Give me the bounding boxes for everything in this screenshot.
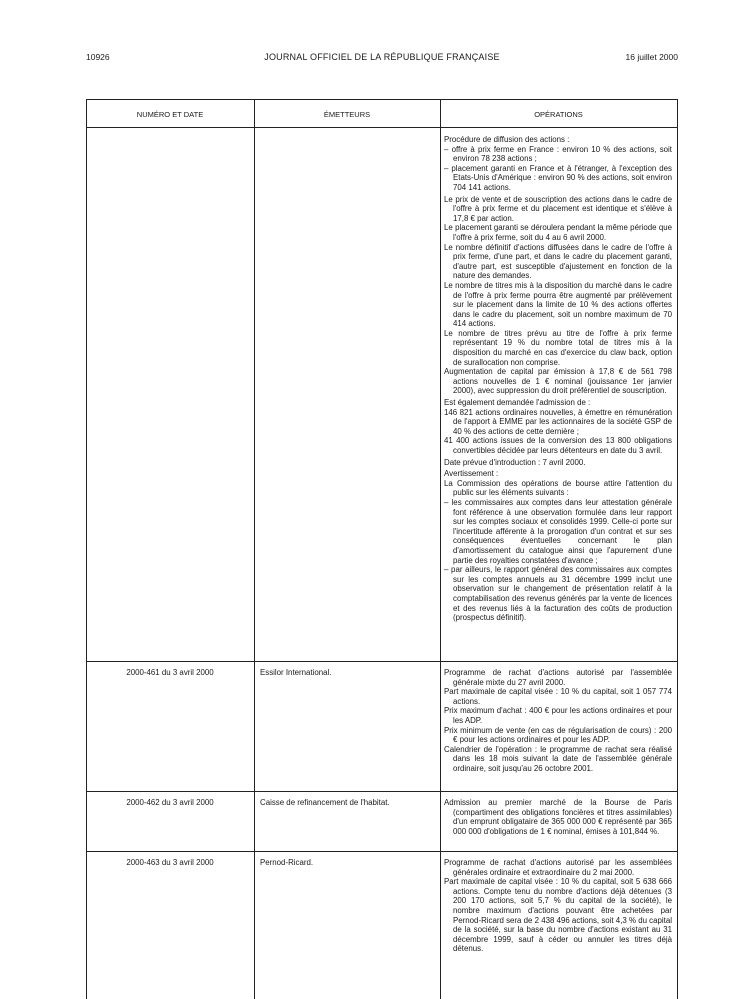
operation-paragraph: 41 400 actions issues de la conversion des 13 800 obligations convertibles décidée par leurs détenteurs en date du 3 avril. <box>444 436 672 455</box>
operation-paragraph: Prix minimum de vente (en cas de régularisation de cours) : 200 € pour les actions ordinaires et pour les ADP. <box>444 725 672 745</box>
row-issuer-pernod: Pernod-Ricard. <box>260 858 314 867</box>
table-right-border <box>677 99 678 999</box>
operation-paragraph: Part maximale de capital visée : 10 % du capital, soit 5 638 666 actions. Compte tenu du nombre d'actions déjà détenues (3 200 170 actions, soit 5,7 % du capital de la société), le nombre maximum d'actions pouvant être achetées par Pernod-Ricard sera de 2 438 496 actions, soit 4,3 % du capital de la société, sur la base du nombre d'actions existant au 31 décembre 1999, sauf à céder ou annuler les titres déjà détenus. <box>444 877 672 954</box>
row-separator-2 <box>86 791 678 792</box>
operation-paragraph: Programme de rachat d'actions autorisé par les assemblées générales ordinaire et extraordinaire du 2 mai 2000. <box>444 858 672 877</box>
column-divider-1 <box>254 99 255 999</box>
row-number-2000-462: 2000-462 du 3 avril 2000 <box>126 798 214 807</box>
row-number-2000-463: 2000-463 du 3 avril 2000 <box>126 858 214 867</box>
operation-paragraph: Le nombre de titres prévu au titre de l'offre à prix ferme représentant 19 % du nombre total de titres mis à la disposition du marché en cas d'exercice du claw back, option de surallocation non comprise. <box>444 328 672 367</box>
operation-paragraph: – placement garanti en France et à l'étranger, à l'exception des Etats-Unis d'Amérique : environ 90 % des actions, soit environ 704 141 actions. <box>444 163 672 192</box>
page-number: 10926 <box>86 52 110 62</box>
operation-paragraph: – par ailleurs, le rapport général des commissaires aux comptes sur les comptes annuels au 31 décembre 1999 inclut une observation sur le changement de présentation relatif à la comptabilisation des revenus générés par la vente de licences et des revenus liés à la facturation des coûts de production (prospectus définitif). <box>444 565 672 623</box>
row-operations-caisse <box>444 798 672 836</box>
operation-paragraph: Le nombre de titres mis à la disposition du marché dans le cadre de l'offre à prix ferme pourra être augmenté par prélèvement sur le placement dans la limite de 10 % des actions offertes dans le cadre du placement, soit un nombre maximum de 70 414 actions. <box>444 280 672 329</box>
row-issuer-essilor: Essilor International. <box>260 668 332 677</box>
operation-paragraph: Calendrier de l'opération : le programme de rachat sera réalisé dans les 18 mois suivant la date de l'assemblée générale ordinaire, soit jusqu'au 26 octobre 2001. <box>444 744 672 773</box>
operation-paragraph: Programme de rachat d'actions autorisé par l'assemblée générale mixte du 27 avril 2000. <box>444 668 672 687</box>
page-header <box>86 52 678 66</box>
operations-block-continued <box>444 135 672 623</box>
operation-paragraph: Admission au premier marché de la Bourse de Paris (compartiment des obligations foncières et titres assimilables) d'un emprunt obligataire de 365 000 000 € représenté par 365 000 000 d'obligations de 1 € nominal, émises à 101,844 %. <box>444 798 672 836</box>
operation-paragraph: Part maximale de capital visée : 10 % du capital, soit 1 057 774 actions. <box>444 687 672 706</box>
publication-date: 16 juillet 2000 <box>625 52 678 62</box>
operations-table <box>86 99 678 999</box>
row-separator-3 <box>86 851 678 852</box>
column-header-issuers: ÉMETTEURS <box>323 110 371 119</box>
journal-title: JOURNAL OFFICIEL DE LA RÉPUBLIQUE FRANÇAISE <box>264 52 500 62</box>
operation-paragraph: Augmentation de capital par émission à 17,8 € de 561 798 actions nouvelles de 1 € nominal (jouissance 1er janvier 2000), avec suppression du droit préférentiel de souscription. <box>444 367 672 396</box>
operation-paragraph: 146 821 actions ordinaires nouvelles, à émettre en rémunération de l'apport à EMME par les actionnaires de la société GSP de 40 % des actions de cette dernière ; <box>444 407 672 436</box>
operation-paragraph: Est également demandée l'admission de : <box>444 398 591 408</box>
row-operations-pernod <box>444 858 672 954</box>
operation-paragraph: Le nombre définitif d'actions diffusées dans le cadre de l'offre à prix ferme, d'une part, et dans le cadre du placement garanti, d'autre part, est susceptible d'ajustement en fonction de la nature des demandes. <box>444 242 672 281</box>
header-bottom-rule <box>86 127 678 128</box>
column-divider-2 <box>440 99 441 999</box>
operation-paragraph: La Commission des opérations de bourse attire l'attention du public sur les éléments suivants : <box>444 478 672 498</box>
row-number-2000-461: 2000-461 du 3 avril 2000 <box>126 668 214 677</box>
row-issuer-caisse: Caisse de refinancement de l'habitat. <box>260 798 390 807</box>
operation-paragraph: Procédure de diffusion des actions : <box>444 135 570 144</box>
operation-paragraph: Prix maximum d'achat : 400 € pour les actions ordinaires et pour les ADP. <box>444 706 672 725</box>
table-top-rule <box>86 99 678 100</box>
column-header-number: NUMÉRO ET DATE <box>136 110 204 119</box>
operation-paragraph: – offre à prix ferme en France : environ 10 % des actions, soit environ 78 238 actions ; <box>444 144 672 164</box>
row-separator-1 <box>86 661 678 662</box>
column-header-operations: OPÉRATIONS <box>534 110 583 119</box>
operation-paragraph: – les commissaires aux comptes dans leur attestation générale font référence à une observation formulée dans leur rapport sur les comptes sociaux et consolidés 1999. Celle-ci porte sur l'incertitude afférente à la prorogation d'un contrat et sur ses conséquences éventuelles concernant le plan d'amortissement du catalogue ainsi que l'apurement d'une partie des royalties constatées d'avance ; <box>444 497 672 565</box>
operation-paragraph: Le placement garanti se déroulera pendant la même période que l'offre à prix ferme, soit du 4 au 6 avril 2000. <box>444 223 672 242</box>
operation-paragraph: Avertissement : <box>444 469 499 479</box>
row-operations-essilor <box>444 668 672 774</box>
operation-paragraph: Date prévue d'introduction : 7 avril 2000. <box>444 457 586 467</box>
operation-paragraph: Le prix de vente et de souscription des actions dans le cadre de l'offre à prix ferme et du placement est identique et s'élève à 17,8 € par action. <box>444 194 672 223</box>
